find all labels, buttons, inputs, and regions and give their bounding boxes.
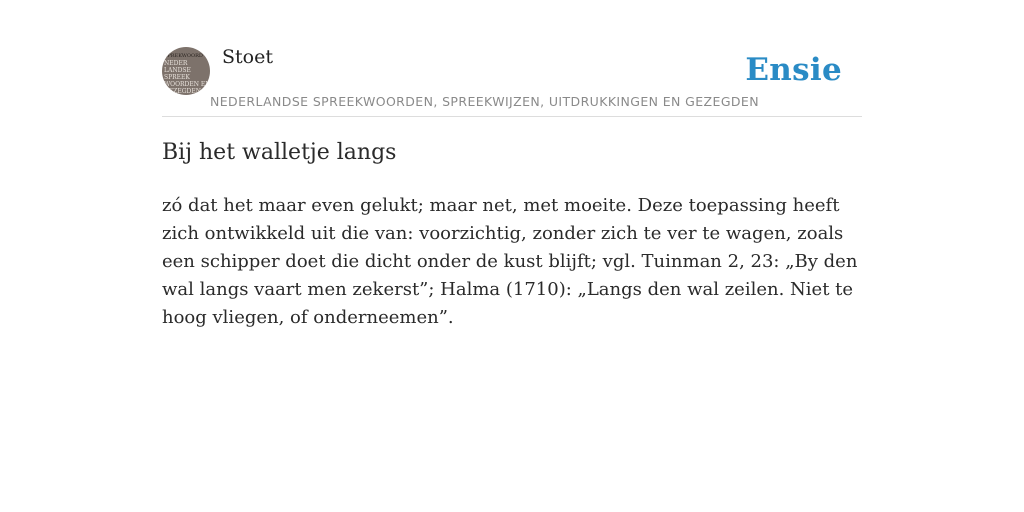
source-subtitle: NEDERLANDSE SPREEKWOORDEN, SPREEKWIJZEN, UITDRUKKINGEN EN GEZEGDEN (210, 94, 759, 109)
avatar-line: SPREEK (164, 74, 190, 81)
avatar-top-text: SPREKWOORD (164, 53, 203, 59)
avatar-line: GEZEGDEN (164, 88, 201, 95)
entry-definition: zó dat het maar even gelukt; maar net, met moeite. Deze toepassing heeft zich ontwikkeld uit die van: voorzichtig, zonder zich te ver te wagen, zoals een schipper doet die dicht onder de kust blijft; vgl. Tuinman 2, 23: „By den wal langs vaart men zekerst”; Halma (1710): „Langs den wal zeilen. Niet te hoog vliegen, of onderneemen”. (162, 195, 858, 328)
source-name-link[interactable]: Stoet (222, 46, 273, 68)
page (162, 0, 862, 328)
avatar-line: WOORDEN EN (164, 81, 210, 88)
brand-logo-link[interactable]: Ensie (745, 52, 842, 88)
header (162, 0, 862, 117)
avatar-cover-text (164, 60, 210, 95)
avatar-line: NEDER (164, 60, 188, 67)
entry-title: Bij het walletje langs (162, 140, 397, 165)
source-avatar[interactable] (162, 47, 210, 95)
avatar-line: LANDSE (164, 67, 191, 74)
